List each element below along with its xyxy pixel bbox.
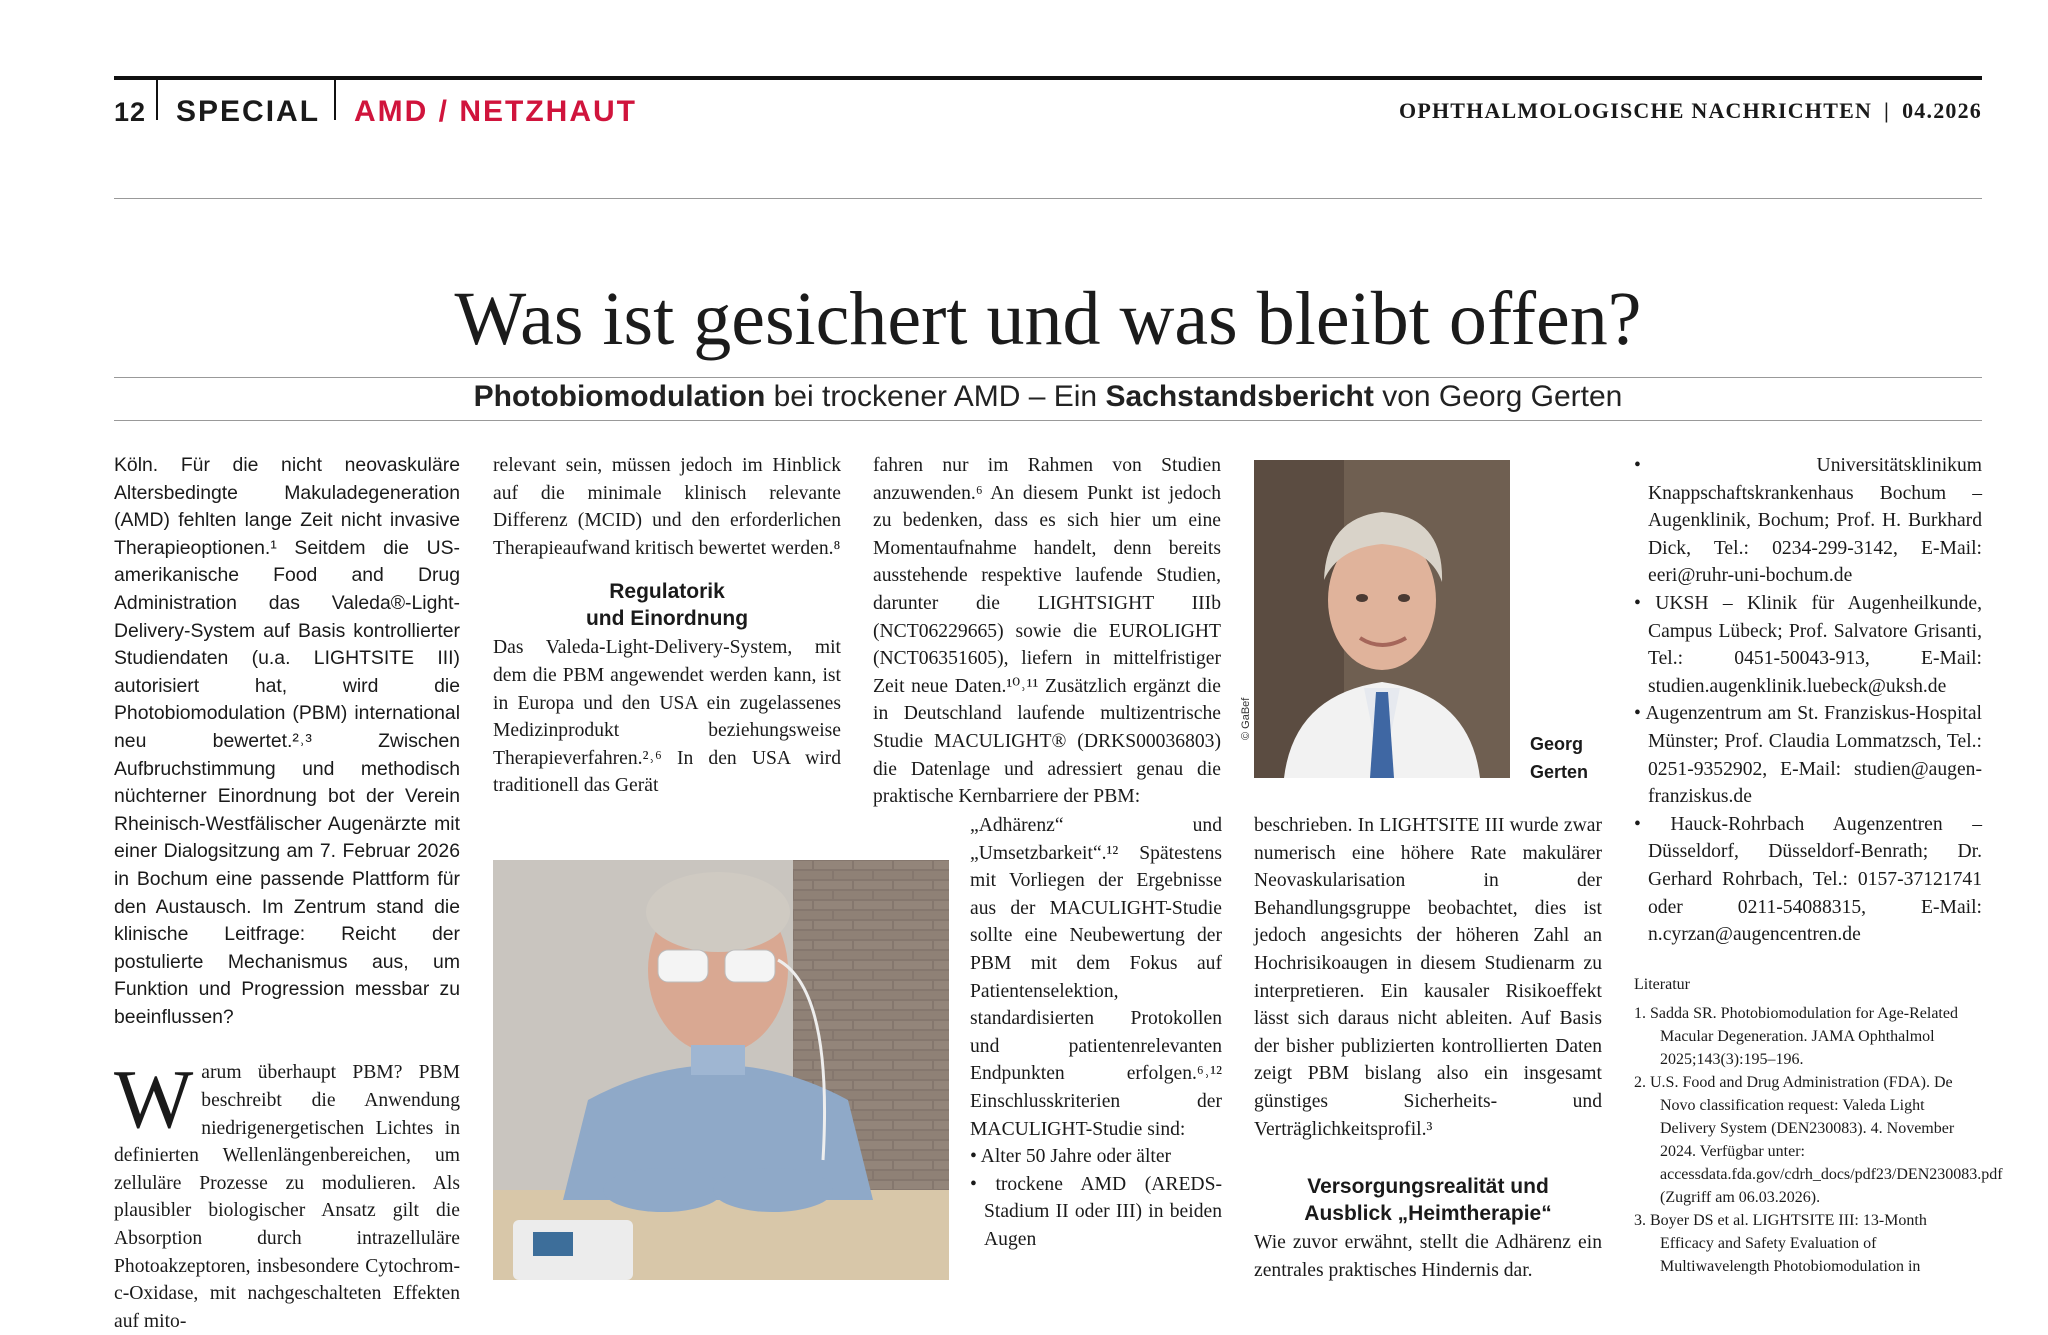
subline-text: bei trockener AMD – Ein — [765, 380, 1106, 413]
study-center: • Hauck-Rohrbach Augenzentren – Düsseldorf, Düsseldorf-Benrath; Dr. Gerhard Rohrbach, Tel.: 0157-37121741 oder 0211-54088315, E-Mail: n.cyrzan@augencentren.de — [1634, 813, 1982, 946]
headline-rule — [114, 377, 1982, 378]
column-5 — [1634, 452, 2003, 1278]
body-paragraph: Das Valeda-Light-Delivery-System, mit dem die PBM angewendet werden kann, ist in Europa und den USA ein zugelassenes Medizinprodukt beziehungsweise Therapieverfahren.²˒⁶ In den USA wird traditionell das Gerät — [493, 637, 841, 797]
header-separator — [334, 80, 336, 120]
body-paragraph — [114, 1053, 460, 1335]
body-paragraph: beschrieben. In LIGHTSITE III wurde zwar numerisch eine höhere Rate makulärer Neovaskularisation in der Behandlungsgruppe beobachtet, dies ist jedoch angesichts der höheren Zahl an Hochrisikoaugen in diesem Studienarm zu interpretieren. Ein kausaler Risikoeffekt lässt sich daraus nicht ableiten. Auf Basis der bisher publizierten kontrollierten Daten zeigt PBM bislang also ein insgesamt günstiges Sicherheits- und Verträglichkeitsprofil.³ — [1254, 815, 1602, 1140]
literature-item: 1. Sadda SR. Photobiomodulation for Age-Related Macular Degeneration. JAMA Ophthalmol 2025;143(3):195–196. — [1634, 1005, 1958, 1069]
article-headline: Was ist gesichert und was bleibt offen? — [454, 277, 1642, 361]
subhead-line: Versorgungsrealität und — [1307, 1175, 1549, 1199]
inclusion-item: • trockene AMD (AREDS-Stadium II oder III) in beiden Augen — [970, 1173, 1222, 1250]
topic-label: AMD / NETZHAUT — [354, 95, 637, 128]
photo-pbm-treatment — [493, 860, 949, 1280]
literature-heading: Literatur — [1634, 975, 1690, 993]
subhead-versorgung — [1254, 1173, 1602, 1227]
body-text: arum überhaupt PBM? PBM beschreibt die Anwendung niedrigenergetischen Lichtes in definierten Wellenlängenbereichen, um zelluläre Prozesse zu modulieren. Als plausibler biologischer Ansatz gilt die Absorption durch intrazelluläre Photoakzeptoren, insbesondere Cytochrom-c-Oxidase, mit nachgeschalteten Effekten auf mito- — [114, 1062, 460, 1332]
body-paragraph: relevant sein, müssen jedoch im Hinblick auf die minimale klinisch relevante Differenz (MCID) und den erforderlichen Therapieaufwand kritisch bewertet werden.⁸ — [493, 455, 841, 559]
journal-divider: | — [1884, 98, 1891, 123]
header-separator — [156, 80, 158, 120]
photo-pbm-illustration — [493, 860, 949, 1280]
caption-line: Gerten — [1530, 762, 1589, 782]
body-paragraph: fahren nur im Rahmen von Studien anzuwenden.⁶ An diesem Punkt ist jedoch zu bedenken, dass es sich hier um eine Momentaufnahme handelt, denn bereits ausstehende respektive laufende Studien, darunter die LIGHTSIGHT IIIb (NCT06229665) sowie die EUROLIGHT (NCT06351605), liefern in mittelfristiger Zeit neue Daten.¹⁰˒¹¹ Zusätzlich ergänzt die in Deutschland laufende multizentrische Studie MACULIGHT® (DRKS00036803) die Datenlage und adressiert genau die praktische Kernbarriere der PBM: — [873, 455, 1221, 808]
study-center: • UKSH – Klinik für Augenheilkunde, Campus Lübeck; Prof. Salvatore Grisanti, Tel.: 0451-50043-913, E-Mail: studien.augenklinik.luebeck@uksh.de — [1634, 592, 1982, 697]
page-number: 12 — [114, 96, 147, 127]
subhead-regulatorik — [493, 578, 841, 632]
subhead-line: Regulatorik — [609, 580, 725, 604]
article-subline — [114, 380, 1982, 414]
subhead-line: und Einordnung — [585, 607, 749, 631]
subline-topic: Photobiomodulation — [473, 380, 766, 413]
subline-rule — [114, 420, 1982, 421]
column-4 — [1254, 812, 1602, 1284]
subline-author: von Georg Gerten — [1373, 380, 1623, 413]
column-2 — [493, 452, 841, 800]
subline-report: Sachstandsbericht — [1105, 380, 1374, 413]
journal-name: OPHTHALMOLOGISCHE NACHRICHTEN — [1399, 98, 1873, 123]
drop-cap: W — [114, 1053, 194, 1147]
header-top-rule — [114, 76, 1982, 80]
study-center: • Augenzentrum am St. Franziskus-Hospital Münster; Prof. Claudia Lommatzsch, Tel.: 0251-9352902, E-Mail: studien@augen-franziskus.de — [1634, 703, 1982, 808]
issue-date: 04.2026 — [1902, 98, 1982, 123]
photo-author-portrait — [1254, 460, 1510, 778]
column-3-lower — [970, 812, 1222, 1254]
journal-info — [1399, 98, 1982, 124]
body-paragraph: Wie zuvor erwähnt, stellt die Adhärenz ein zentrales praktisches Hindernis dar. — [1254, 1232, 1602, 1281]
inclusion-item: • Alter 50 Jahre oder älter — [970, 1146, 1172, 1168]
header-bottom-rule — [114, 198, 1982, 199]
caption-line: Georg — [1530, 734, 1584, 754]
portrait-illustration — [1254, 460, 1510, 778]
literature-item: 2. U.S. Food and Drug Administration (FDA). De Novo classification request: Valeda Light Delivery System (DEN230083). 4. November 2024. Verfügbar unter: accessdata.fda.gov/cdrh_docs/pdf23/DEN230083.pdf (Zugriff am 06.03.2026). — [1634, 1074, 2003, 1207]
column-3 — [873, 452, 1221, 811]
body-paragraph: „Adhärenz“ und „Umsetzbarkeit“.¹² Spätestens mit Vorliegen der Ergebnisse aus der MACULIGHT-Studie sollte eine Neubewertung der PBM mit dem Fokus auf Patientenselektion, standardisierten Protokollen und patientenrelevanten Endpunkten erfolgen.⁶˒¹² Einschlusskriterien der MACULIGHT-Studie sind: — [970, 815, 1222, 1140]
photo-caption — [1530, 730, 1588, 786]
intro-paragraph: Köln. Für die nicht neovaskuläre Altersbedingte Makuladegeneration (AMD) fehlten lange Zeit nicht invasive Therapieoptionen.¹ Seitdem die US-amerikanische Food and Drug Administration das Valeda®-Light-Delivery-System auf Basis kontrollierter Studiendaten (u.a. LIGHTSITE III) autorisiert hat, wird die Photobiomodulation (PBM) international neu bewertet.²˒³ Zwischen Aufbruchstimmung und methodisch nüchterner Einordnung bot der Verein Rheinisch-Westfälischer Augenärzte mit einer Dialogsitzung am 7. Februar 2026 in Bochum eine passende Plattform für den Austausch. Im Zentrum stand die klinische Leitfrage: Reicht der postulierte Mechanismus aus, um Funktion und Progression messbar zu beeinflussen? — [114, 454, 460, 1028]
section-label: SPECIAL — [176, 95, 321, 128]
subhead-line: Ausblick „Heimtherapie“ — [1304, 1202, 1552, 1226]
literature-item: 3. Boyer DS et al. LIGHTSITE III: 13-Month Efficacy and Safety Evaluation of Multiwavelength Photobiomodulation in — [1634, 1212, 1927, 1276]
photo-credit: © GaBef — [1240, 697, 1252, 740]
study-center: • Universitätsklinikum Knappschaftskrankenhaus Bochum – Augenklinik, Bochum; Prof. H. Burkhard Dick, Tel.: 0234-299-3142, E-Mail: eeri@ruhr-uni-bochum.de — [1634, 455, 1982, 587]
column-1 — [114, 452, 460, 1335]
